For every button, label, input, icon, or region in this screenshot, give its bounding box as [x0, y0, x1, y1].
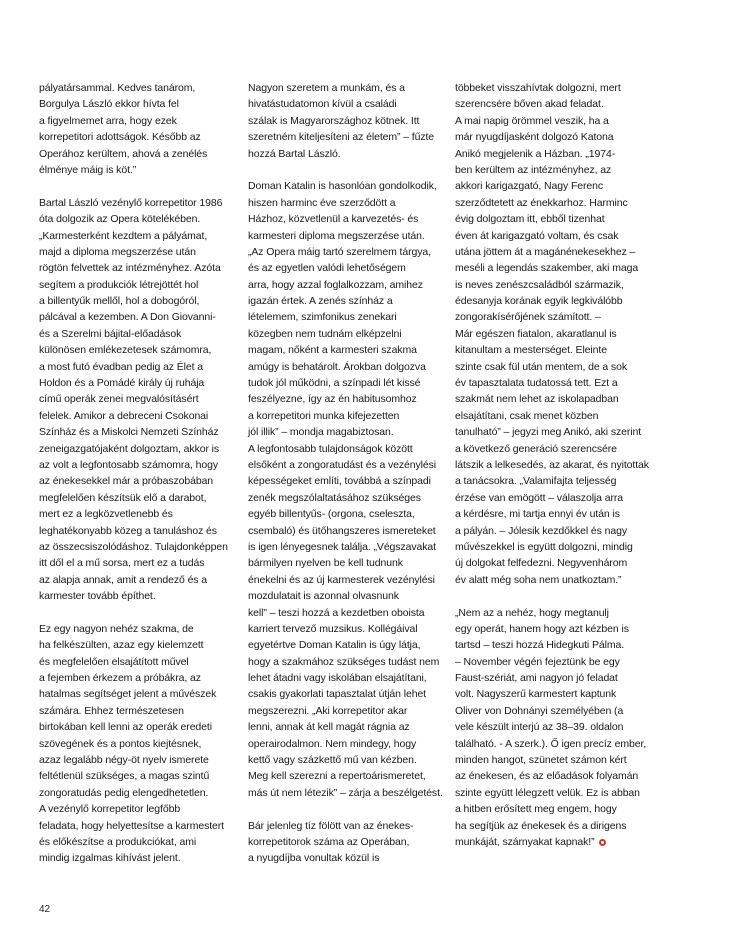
text-line: karriert tervező muzsikus. Kollégáival [248, 622, 418, 635]
text-line: magam, nőként a karmesteri szakma [248, 344, 417, 357]
paragraph [248, 818, 456, 867]
text-line: szálak is Magyarországhoz kötnek. Itt [248, 114, 420, 127]
text-line: megszerezni. „Aki korrepetitor akar [248, 704, 408, 717]
text-line: a következő generáció szerencsére [455, 442, 617, 455]
article-column-2 [248, 80, 456, 867]
text-line: is igen lényegesnek találja. „Végszavakat [248, 540, 436, 553]
paragraph [39, 195, 239, 605]
text-line: a most futó évadban pedig az Élet a [39, 360, 204, 373]
text-line: évig dolgoztam itt, ebből tizenhat [455, 213, 605, 226]
text-line: Doman Katalin is hasonlóan gondolkodik, [248, 180, 437, 193]
paragraph [39, 621, 239, 867]
text-line: egy operát, hanem hogy azt kézben is [455, 622, 629, 635]
text-line: a kérdésre, mi tartja ennyi év után is [455, 508, 620, 521]
text-line: minden hangot, szünetet számon kért [455, 754, 627, 767]
page-number: 42 [39, 904, 51, 915]
text-line: „Nem az a nehéz, hogy megtanulj [455, 606, 609, 619]
text-line: szeretném kiteljesíteni az életem” – fűzte [248, 131, 435, 144]
text-line: egyetértve Doman Katalin is úgy látja, [248, 639, 421, 652]
text-line: A legfontosabb tulajdonságok között [248, 442, 413, 455]
paragraph-gap [248, 162, 456, 178]
text-line: – November végén fejeztünk be egy [455, 655, 620, 668]
text-line: a nyugdíjba vonultak közül is [248, 852, 380, 865]
text-line: Bartal László vezénylő korrepetitor 1986 [39, 196, 223, 209]
text-line: azaz legalább négy-öt nyelv ismerete [39, 754, 209, 767]
text-line: című operák zenei megvalósításért [39, 393, 199, 406]
text-line: majd a diploma megszerzése után [39, 245, 196, 258]
text-line: az énekesekkel már a próbaszobában [39, 475, 214, 488]
text-line: hogy a szakmához szükséges tudást nem [248, 655, 440, 668]
text-line: lételemem, szimfonikus zenekari [248, 311, 397, 324]
text-line: volt. Nagyszerű karmestert kaptunk [455, 688, 617, 701]
text-line: felelek. Amikor a debreceni Csokonai [39, 409, 209, 422]
text-line: szerződtetett az énekkarhoz. Harminc [455, 196, 628, 209]
text-line: feszélyezne, így az én habitusomhoz [248, 393, 417, 406]
text-line: igazán értek. A zenés színház a [248, 295, 393, 308]
text-line: a hitben erősített meg engem, hogy [455, 803, 617, 816]
text-line: megfelelően készítsük elő a darabot, [39, 491, 207, 504]
text-line: év alatt még soha nem unatkoztam.” [455, 573, 622, 586]
text-line: rögtön felvettek az intézményhez. Azóta [39, 262, 221, 275]
text-line: Ez egy nagyon nehéz szakma, de [39, 622, 194, 635]
text-line: képességeket említi, továbbá a színpadi [248, 475, 431, 488]
text-line: kitanultam a mesterséget. Eleinte [455, 344, 607, 357]
text-line: a figyelmemet arra, hogy ezek [39, 114, 177, 127]
text-line: a korrepetitori munka kifejezetten [248, 409, 400, 422]
text-line: hiszen harminc éve szerződött a [248, 196, 396, 209]
text-line: mert ez a legközvetlenebb és [39, 508, 173, 521]
paragraph [39, 80, 239, 178]
paragraph [455, 80, 677, 588]
text-line: Holdon és a Pomádé király új ruhája [39, 377, 205, 390]
text-line: számára. Ehhez természetesen [39, 704, 184, 717]
paragraph-gap [248, 801, 456, 817]
text-line: a fejemben érkezem a próbákra, az [39, 672, 201, 685]
text-line: a pályán. – Jólesik kezdőkkel és nagy [455, 524, 627, 537]
text-line: korrepetitorok száma az Operában, [248, 835, 410, 848]
text-line: már nyugdíjasként dolgozó Katona [455, 131, 614, 144]
text-line: tanulható” – jegyzi meg Anikó, aki szerint [455, 426, 642, 439]
text-line: hivatástudatomon kívül a családi [248, 98, 397, 111]
text-line: amúgy is behatárolt. Árokban dolgozva [248, 360, 426, 373]
text-line: munkáját, szárnyakat kapnak!” [455, 834, 677, 850]
text-line: leghatékonyabb közeg a tanuláshoz és [39, 524, 217, 537]
text-line: szakmát nem lehet az iskolapadban [455, 393, 619, 406]
text-line: korrepetitori adottságok. Később az [39, 131, 201, 144]
text-line: tartsd – teszi hozzá Hidegkuti Pálma. [455, 639, 625, 652]
text-line: a billentyűk mellől, hol a dobogóról, [39, 295, 200, 308]
text-line: szinte csak fül után mentem, de a sok [455, 360, 627, 373]
text-line: feladata, hogy helyettesítse a karmestert [39, 819, 225, 832]
text-line: közegben nem tudnám elképzelni [248, 327, 402, 340]
text-line: az volt a legfontosabb számomra, hogy [39, 458, 218, 471]
text-line: más út nem létezik” – zárja a beszélgetést. [248, 786, 443, 799]
text-line: zenék megszólaltatásához szükséges [248, 491, 421, 504]
text-line: zeneigazgatójaként dolgoztam, akkor is [39, 442, 220, 455]
text-line: bármilyen nyelven be kell tudnunk [248, 557, 403, 570]
text-line: pályatársammal. Kedves tanárom, [39, 82, 196, 94]
text-line: látszik a lelkesedés, az akarat, és nyitottak [455, 458, 649, 471]
text-line: és megfelelően elsajátított művel [39, 655, 189, 668]
text-line: Színház és a Miskolci Nemzeti Színház [39, 426, 219, 439]
text-line: „Az Opera máig tartó szerelmem tárgya, [248, 245, 431, 258]
text-line: és az egyetlen valódi lehetőségem [248, 262, 406, 275]
text-line: mindig izgalmas kihívást jelent. [39, 852, 181, 865]
text-line: az összecsiszolódáshoz. Tulajdonképpen [39, 540, 228, 553]
text-line: szövegének és a pontos kiejtésnek, [39, 737, 202, 750]
text-line: szinte együtt lélegzett velük. Ez is abban [455, 786, 640, 799]
text-line: utána jöttem át a magánénekesekhez – [455, 245, 636, 258]
text-line: érzése van emögött – válaszolja arra [455, 491, 623, 504]
text-line: művészekkel is együtt dolgozni, mindig [455, 540, 633, 553]
text-line: ben kerültem az intézményhez, az [455, 163, 612, 176]
paragraph-gap [39, 178, 239, 194]
text-line: ha felkészülten, azaz egy kielemzett [39, 639, 204, 652]
text-line: kettő vagy százkettő mű van kézben. [248, 754, 417, 767]
text-line: Házhoz, közvetlenül a karvezetés- és [248, 213, 419, 226]
paragraph [455, 605, 677, 851]
text-line: A mai napig örömmel veszik, ha a [455, 114, 609, 127]
text-line: élménye máig is köt.” [39, 163, 137, 176]
text-line: Már egészen fiatalon, akaratlanul is [455, 327, 617, 340]
text-line: zongoratudás pedig elengedhetetlen. [39, 786, 209, 799]
text-line: karmesteri diploma megszerzése után. [248, 229, 425, 242]
paragraph-gap [455, 588, 677, 604]
text-line: mozdulatait is azonnal olvasnunk [248, 590, 399, 603]
text-line: akkori karigazgató, Nagy Ferenc [455, 180, 604, 193]
text-line: szerencsére bőven akad feladat. [455, 98, 604, 111]
text-line: ha segítjük az énekesek és a dirigens [455, 819, 627, 832]
text-line: Nagyon szeretem a munkám, és a [248, 82, 405, 94]
text-line: zongorakísérőjének számított. – [455, 311, 601, 324]
text-line: lehet átadni vagy iskolában elsajátítani, [248, 672, 427, 685]
text-line: Oliver von Dohnányi személyében (a [455, 704, 624, 717]
text-line: csembaló) és ütőhangszeres ismereteket [248, 524, 436, 537]
paragraph [248, 80, 456, 162]
paragraph-gap [39, 605, 239, 621]
text-line: Meg kell szerezni a repertoárismeretet, [248, 770, 426, 783]
text-line: is neves zenészcsaládból származik, [455, 278, 624, 291]
text-line: operairodalmon. Nem mindegy, hogy [248, 737, 417, 750]
text-line: az énekesen, és az előadások folyamán [455, 770, 639, 783]
article-column-1 [39, 80, 239, 867]
text-line: egyéb billentyűs- (orgona, cseleszta, [248, 508, 415, 521]
text-line: év tapasztalata tudatossá tett. Ezt a [455, 377, 618, 390]
text-line: „Karmesterként kezdtem a pályámat, [39, 229, 208, 242]
text-line: pálcával a kezemben. A Don Giovanni- [39, 311, 216, 324]
text-line: vele készült interjú az 38–39. oldalon [455, 721, 624, 734]
text-line: óta dolgozik az Opera kötelékében. [39, 213, 201, 226]
text-line: énekelni és az új karmesterek vezénylési [248, 573, 435, 586]
text-line: hatalmas segítséget jelent a művészek [39, 688, 217, 701]
text-line: elsőként a zongoratudást és a vezénylési [248, 458, 437, 471]
paragraph [248, 178, 456, 801]
text-line: és a Szerelmi bájital-előadások [39, 327, 182, 340]
article-column-3 [455, 80, 677, 850]
text-line: az alapja annak, amit a rendező és a [39, 573, 208, 586]
text-line: kell” – teszi hozzá a kezdetben oboista [248, 606, 425, 619]
text-line: Faust-szériát, ami nagyon jó feladat [455, 672, 618, 685]
text-line: tudok jól működni, a színpadi lét kissé [248, 377, 421, 390]
text-line: többeket visszahívtak dolgozni, mert [455, 82, 621, 94]
text-line: meséli a legendás szakember, aki maga [455, 262, 639, 275]
text-line: hozzá Bartal László. [248, 147, 341, 160]
text-line: a tanácsokra. „Valamifajta teljesség [455, 475, 617, 488]
text-line: éven át karigazgató voltam, és csak [455, 229, 619, 242]
text-line: Borgulya László ekkor hívta fel [39, 98, 179, 111]
text-line: csakis gyakorlati tapasztalat útján lehet [248, 688, 426, 701]
text-line: édesanyja korának egyik legkiválóbb [455, 295, 623, 308]
text-line: új dolgokat felfedezni. Negyvenhárom [455, 557, 628, 570]
text-line: feltétlenül szükséges, a magas szintű [39, 770, 210, 783]
text-line: birtokában kell lenni az operák eredeti [39, 721, 212, 734]
text-line: karmester tovább építhet. [39, 590, 156, 603]
text-line: segítem a produkciók létrejöttét hol [39, 278, 199, 291]
text-line: lenni, annak át kell magát rágnia az [248, 721, 410, 734]
text-line: Bár jelenleg tíz fölött van az énekes- [248, 819, 414, 832]
text-line: Operához kerültem, ahová a zenélés [39, 147, 208, 160]
text-line: elsajátítani, csak menet közben [455, 409, 599, 422]
text-line: arra, hogy azzal foglalkozzam, amihez [248, 278, 423, 291]
text-line: és előkészítse a produkciókat, ami [39, 835, 197, 848]
text-line: különösen emlékezetesek számomra, [39, 344, 212, 357]
end-of-article-icon [599, 839, 606, 846]
text-line: jól illik” – mondja magabiztosan. [248, 426, 394, 439]
text-line: itt dől el a mű sorsa, mert ez a tudás [39, 557, 205, 570]
text-line: Anikó megjelenik a Házban. „1974- [455, 147, 616, 160]
text-line: található. - A szerk.). Ő igen precíz ember, [455, 737, 647, 750]
text-line: A vezénylő korrepetitor legfőbb [39, 803, 181, 816]
